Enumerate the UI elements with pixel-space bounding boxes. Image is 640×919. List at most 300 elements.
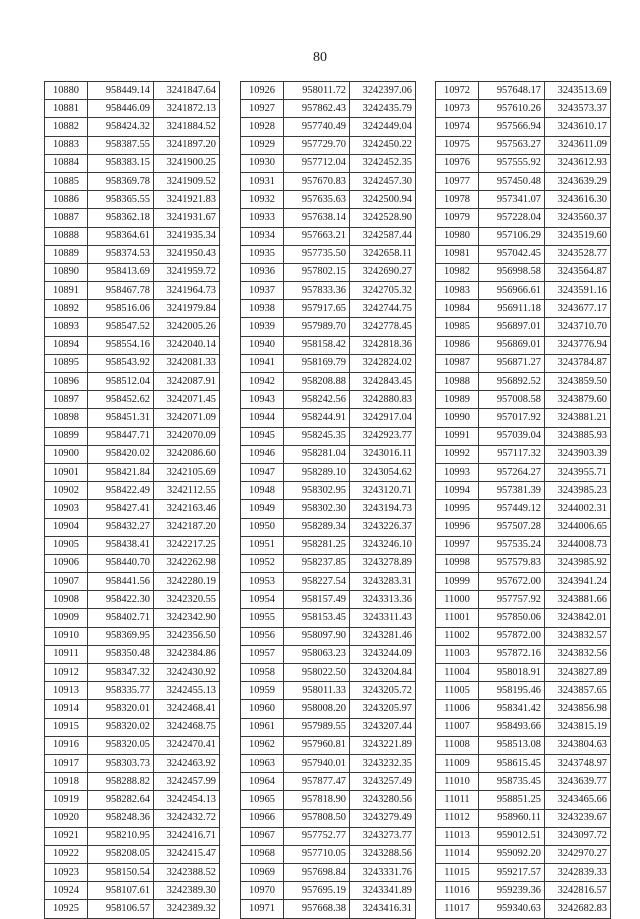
point-id-cell: 10941 [241,354,284,372]
table-row [436,536,611,554]
y-coordinate-cell: 3242005.26 [154,318,220,336]
table-row [45,82,220,100]
table-row [45,209,220,227]
y-coordinate-cell: 3243205.72 [350,682,416,700]
y-coordinate-cell: 3243273.77 [350,827,416,845]
x-coordinate-cell: 957695.19 [284,882,350,900]
x-coordinate-cell: 959012.51 [479,827,545,845]
x-coordinate-cell: 958150.54 [88,864,154,882]
point-id-cell: 10929 [241,136,284,154]
point-id-cell: 11000 [436,591,479,609]
table-row [436,645,611,663]
x-coordinate-cell: 958413.69 [88,263,154,281]
point-id-cell: 10962 [241,736,284,754]
x-coordinate-cell: 957663.21 [284,227,350,245]
table-row [436,336,611,354]
y-coordinate-cell: 3243194.73 [350,500,416,518]
table-row [436,409,611,427]
point-id-cell: 10965 [241,791,284,809]
y-coordinate-cell: 3242432.72 [154,809,220,827]
point-id-cell: 10999 [436,573,479,591]
y-coordinate-cell: 3242468.41 [154,700,220,718]
y-coordinate-cell: 3243804.63 [545,736,611,754]
table-row [241,573,416,591]
y-coordinate-cell: 3242454.13 [154,791,220,809]
point-id-cell: 10991 [436,427,479,445]
x-coordinate-cell: 958440.70 [88,554,154,572]
point-id-cell: 11017 [436,900,479,918]
x-coordinate-cell: 956869.01 [479,336,545,354]
point-id-cell: 10880 [45,82,88,100]
table-row [45,591,220,609]
y-coordinate-cell: 3243054.62 [350,463,416,481]
y-coordinate-cell: 3242470.41 [154,736,220,754]
x-coordinate-cell: 958281.25 [284,536,350,554]
table-row [436,500,611,518]
point-id-cell: 10922 [45,845,88,863]
table-row [436,300,611,318]
y-coordinate-cell: 3243784.87 [545,354,611,372]
table-row [241,845,416,863]
table-row [45,191,220,209]
table-row [45,882,220,900]
y-coordinate-cell: 3241950.43 [154,245,220,263]
x-coordinate-cell: 958438.41 [88,536,154,554]
point-id-cell: 10881 [45,100,88,118]
y-coordinate-cell: 3242416.71 [154,827,220,845]
y-coordinate-cell: 3243955.71 [545,463,611,481]
point-id-cell: 11007 [436,718,479,736]
table-row [241,645,416,663]
point-id-cell: 10890 [45,263,88,281]
point-id-cell: 10951 [241,536,284,554]
table-row [241,154,416,172]
point-id-cell: 10935 [241,245,284,263]
point-id-cell: 10927 [241,100,284,118]
x-coordinate-cell: 958195.46 [479,682,545,700]
point-id-cell: 11013 [436,827,479,845]
table-row [241,609,416,627]
y-coordinate-cell: 3242457.30 [350,172,416,190]
point-id-cell: 10918 [45,773,88,791]
y-coordinate-cell: 3243985.92 [545,554,611,572]
y-coordinate-cell: 3243616.30 [545,191,611,209]
y-coordinate-cell: 3243279.49 [350,809,416,827]
x-coordinate-cell: 957989.55 [284,718,350,736]
y-coordinate-cell: 3243313.36 [350,591,416,609]
point-id-cell: 10883 [45,136,88,154]
table-row [241,900,416,918]
y-coordinate-cell: 3243879.60 [545,391,611,409]
point-id-cell: 10921 [45,827,88,845]
point-id-cell: 10944 [241,409,284,427]
table-row [45,518,220,536]
y-coordinate-cell: 3243239.67 [545,809,611,827]
x-coordinate-cell: 958018.91 [479,664,545,682]
table-row [436,191,611,209]
x-coordinate-cell: 958227.54 [284,573,350,591]
point-id-cell: 10966 [241,809,284,827]
table-row [436,845,611,863]
x-coordinate-cell: 958011.33 [284,682,350,700]
table-row [436,136,611,154]
y-coordinate-cell: 3242500.94 [350,191,416,209]
table-row [241,773,416,791]
y-coordinate-cell: 3242923.77 [350,427,416,445]
table-row [241,736,416,754]
point-id-cell: 10888 [45,227,88,245]
x-coordinate-cell: 958960.11 [479,809,545,827]
table-row [45,354,220,372]
table-row [45,118,220,136]
table-row [436,664,611,682]
x-coordinate-cell: 958208.05 [88,845,154,863]
table-row [436,773,611,791]
y-coordinate-cell: 3241979.84 [154,300,220,318]
table-row [45,627,220,645]
x-coordinate-cell: 957228.04 [479,209,545,227]
x-coordinate-cell: 956966.61 [479,282,545,300]
x-coordinate-cell: 958106.57 [88,900,154,918]
x-coordinate-cell: 958362.18 [88,209,154,227]
y-coordinate-cell: 3242682.83 [545,900,611,918]
y-coordinate-cell: 3242816.57 [545,882,611,900]
table-row [241,118,416,136]
table-row [241,373,416,391]
y-coordinate-cell: 3242087.91 [154,373,220,391]
x-coordinate-cell: 958282.64 [88,791,154,809]
table-row [241,718,416,736]
table-row [45,482,220,500]
x-coordinate-cell: 957989.70 [284,318,350,336]
x-coordinate-cell: 958244.91 [284,409,350,427]
table-row [45,718,220,736]
y-coordinate-cell: 3243881.21 [545,409,611,427]
x-coordinate-cell: 957648.17 [479,82,545,100]
y-coordinate-cell: 3243288.56 [350,845,416,863]
table-row [436,82,611,100]
y-coordinate-cell: 3243564.87 [545,263,611,281]
x-coordinate-cell: 957449.12 [479,500,545,518]
point-id-cell: 10990 [436,409,479,427]
point-id-cell: 10957 [241,645,284,663]
point-id-cell: 10956 [241,627,284,645]
x-coordinate-cell: 958387.55 [88,136,154,154]
point-id-cell: 10959 [241,682,284,700]
point-id-cell: 10905 [45,536,88,554]
y-coordinate-cell: 3243283.31 [350,573,416,591]
point-id-cell: 10964 [241,773,284,791]
table-row [436,591,611,609]
table-row [45,664,220,682]
x-coordinate-cell: 957729.70 [284,136,350,154]
y-coordinate-cell: 3243591.16 [545,282,611,300]
point-id-cell: 10891 [45,282,88,300]
table-row [436,245,611,263]
x-coordinate-cell: 958452.62 [88,391,154,409]
table-row [45,391,220,409]
y-coordinate-cell: 3243280.56 [350,791,416,809]
y-coordinate-cell: 3243232.35 [350,754,416,772]
point-id-cell: 10998 [436,554,479,572]
point-id-cell: 11008 [436,736,479,754]
x-coordinate-cell: 958320.01 [88,700,154,718]
x-coordinate-cell: 958237.85 [284,554,350,572]
x-coordinate-cell: 958320.05 [88,736,154,754]
point-id-cell: 10912 [45,664,88,682]
point-id-cell: 10986 [436,336,479,354]
table-row [45,245,220,263]
point-id-cell: 10904 [45,518,88,536]
point-id-cell: 10913 [45,682,88,700]
x-coordinate-cell: 958543.92 [88,354,154,372]
table-row [45,845,220,863]
point-id-cell: 10882 [45,118,88,136]
y-coordinate-cell: 3243827.89 [545,664,611,682]
table-row [436,391,611,409]
table-row [45,172,220,190]
y-coordinate-cell: 3242917.04 [350,409,416,427]
table-row [241,809,416,827]
point-id-cell: 10979 [436,209,479,227]
table-row [436,682,611,700]
x-coordinate-cell: 957341.07 [479,191,545,209]
y-coordinate-cell: 3242744.75 [350,300,416,318]
point-id-cell: 10980 [436,227,479,245]
point-id-cell: 10920 [45,809,88,827]
point-id-cell: 10909 [45,609,88,627]
y-coordinate-cell: 3243832.57 [545,627,611,645]
table-row [241,754,416,772]
point-id-cell: 10981 [436,245,479,263]
y-coordinate-cell: 3243244.09 [350,645,416,663]
x-coordinate-cell: 958008.20 [284,700,350,718]
y-coordinate-cell: 3242217.25 [154,536,220,554]
point-id-cell: 10942 [241,373,284,391]
point-id-cell: 10910 [45,627,88,645]
x-coordinate-cell: 957872.16 [479,645,545,663]
y-coordinate-cell: 3242778.45 [350,318,416,336]
x-coordinate-cell: 958547.52 [88,318,154,336]
point-id-cell: 10953 [241,573,284,591]
point-id-cell: 10987 [436,354,479,372]
x-coordinate-cell: 958402.71 [88,609,154,627]
table-row [45,463,220,481]
coordinate-table-2 [240,81,416,919]
x-coordinate-cell: 958063.23 [284,645,350,663]
point-id-cell: 10886 [45,191,88,209]
table-row [241,536,416,554]
x-coordinate-cell: 957450.48 [479,172,545,190]
table-row [45,736,220,754]
x-coordinate-cell: 957818.90 [284,791,350,809]
x-coordinate-cell: 957039.04 [479,427,545,445]
table-row [436,318,611,336]
table-row [45,536,220,554]
x-coordinate-cell: 958289.10 [284,463,350,481]
table-row [241,136,416,154]
y-coordinate-cell: 3242397.06 [350,82,416,100]
y-coordinate-cell: 3243611.09 [545,136,611,154]
point-id-cell: 11012 [436,809,479,827]
point-id-cell: 10997 [436,536,479,554]
x-coordinate-cell: 957638.14 [284,209,350,227]
y-coordinate-cell: 3243842.01 [545,609,611,627]
x-coordinate-cell: 957940.01 [284,754,350,772]
x-coordinate-cell: 958302.95 [284,482,350,500]
point-id-cell: 10967 [241,827,284,845]
y-coordinate-cell: 3243016.11 [350,445,416,463]
x-coordinate-cell: 958467.78 [88,282,154,300]
table-row [45,263,220,281]
x-coordinate-cell: 958208.88 [284,373,350,391]
point-id-cell: 10969 [241,864,284,882]
table-row [45,682,220,700]
x-coordinate-cell: 958347.32 [88,664,154,682]
table-row [45,773,220,791]
point-id-cell: 10952 [241,554,284,572]
y-coordinate-cell: 3242430.92 [154,664,220,682]
x-coordinate-cell: 957850.06 [479,609,545,627]
y-coordinate-cell: 3243097.72 [545,827,611,845]
y-coordinate-cell: 3242528.90 [350,209,416,227]
point-id-cell: 10992 [436,445,479,463]
point-id-cell: 11010 [436,773,479,791]
table-row [241,627,416,645]
y-coordinate-cell: 3243281.46 [350,627,416,645]
point-id-cell: 10930 [241,154,284,172]
point-id-cell: 10911 [45,645,88,663]
point-id-cell: 10898 [45,409,88,427]
table-row [45,409,220,427]
point-id-cell: 11014 [436,845,479,863]
y-coordinate-cell: 3242320.55 [154,591,220,609]
y-coordinate-cell: 3241847.64 [154,82,220,100]
x-coordinate-cell: 958422.49 [88,482,154,500]
table-row [45,791,220,809]
point-id-cell: 10948 [241,482,284,500]
x-coordinate-cell: 957670.83 [284,172,350,190]
x-coordinate-cell: 958374.53 [88,245,154,263]
table-row [436,700,611,718]
y-coordinate-cell: 3242690.27 [350,263,416,281]
x-coordinate-cell: 958446.09 [88,100,154,118]
point-id-cell: 10901 [45,463,88,481]
y-coordinate-cell: 3243528.77 [545,245,611,263]
point-id-cell: 10893 [45,318,88,336]
table-row [436,282,611,300]
table-row [241,336,416,354]
table-row [45,700,220,718]
y-coordinate-cell: 3242463.92 [154,754,220,772]
point-id-cell: 10977 [436,172,479,190]
table-row [436,718,611,736]
point-id-cell: 10926 [241,82,284,100]
point-id-cell: 10954 [241,591,284,609]
point-id-cell: 10984 [436,300,479,318]
x-coordinate-cell: 959239.36 [479,882,545,900]
x-coordinate-cell: 958107.61 [88,882,154,900]
x-coordinate-cell: 957710.05 [284,845,350,863]
point-id-cell: 10928 [241,118,284,136]
table-row [436,482,611,500]
point-id-cell: 10892 [45,300,88,318]
x-coordinate-cell: 959217.57 [479,864,545,882]
y-coordinate-cell: 3242071.45 [154,391,220,409]
x-coordinate-cell: 958424.32 [88,118,154,136]
table-row [241,82,416,100]
y-coordinate-cell: 3243205.97 [350,700,416,718]
y-coordinate-cell: 3243881.66 [545,591,611,609]
table-row [241,882,416,900]
point-id-cell: 10934 [241,227,284,245]
table-row [45,427,220,445]
table-row [241,391,416,409]
x-coordinate-cell: 957672.00 [479,573,545,591]
point-id-cell: 10939 [241,318,284,336]
point-id-cell: 10955 [241,609,284,627]
x-coordinate-cell: 957264.27 [479,463,545,481]
y-coordinate-cell: 3241872.13 [154,100,220,118]
table-row [45,827,220,845]
table-row [241,591,416,609]
table-row [241,100,416,118]
y-coordinate-cell: 3243612.93 [545,154,611,172]
table-row [436,227,611,245]
x-coordinate-cell: 957752.77 [284,827,350,845]
table-row [241,282,416,300]
y-coordinate-cell: 3242658.11 [350,245,416,263]
point-id-cell: 10996 [436,518,479,536]
point-id-cell: 10960 [241,700,284,718]
y-coordinate-cell: 3242356.50 [154,627,220,645]
x-coordinate-cell: 957563.27 [479,136,545,154]
y-coordinate-cell: 3243610.17 [545,118,611,136]
x-coordinate-cell: 958421.84 [88,463,154,481]
point-id-cell: 10907 [45,573,88,591]
point-id-cell: 10923 [45,864,88,882]
x-coordinate-cell: 958022.50 [284,664,350,682]
table-row [241,245,416,263]
y-coordinate-cell: 3242081.33 [154,354,220,372]
point-id-cell: 10970 [241,882,284,900]
x-coordinate-cell: 957757.92 [479,591,545,609]
table-row [241,682,416,700]
table-row [241,482,416,500]
y-coordinate-cell: 3242449.04 [350,118,416,136]
table-row [436,827,611,845]
point-id-cell: 10887 [45,209,88,227]
y-coordinate-cell: 3241935.34 [154,227,220,245]
table-row [241,191,416,209]
y-coordinate-cell: 3243903.39 [545,445,611,463]
table-row [436,154,611,172]
x-coordinate-cell: 957862.43 [284,100,350,118]
point-id-cell: 11003 [436,645,479,663]
table-row [436,573,611,591]
y-coordinate-cell: 3243857.65 [545,682,611,700]
x-coordinate-cell: 958320.02 [88,718,154,736]
point-id-cell: 10983 [436,282,479,300]
y-coordinate-cell: 3243832.56 [545,645,611,663]
table-row [436,627,611,645]
y-coordinate-cell: 3243815.19 [545,718,611,736]
table-row [241,409,416,427]
point-id-cell: 11015 [436,864,479,882]
point-id-cell: 10932 [241,191,284,209]
y-coordinate-cell: 3242587.44 [350,227,416,245]
point-id-cell: 11006 [436,700,479,718]
